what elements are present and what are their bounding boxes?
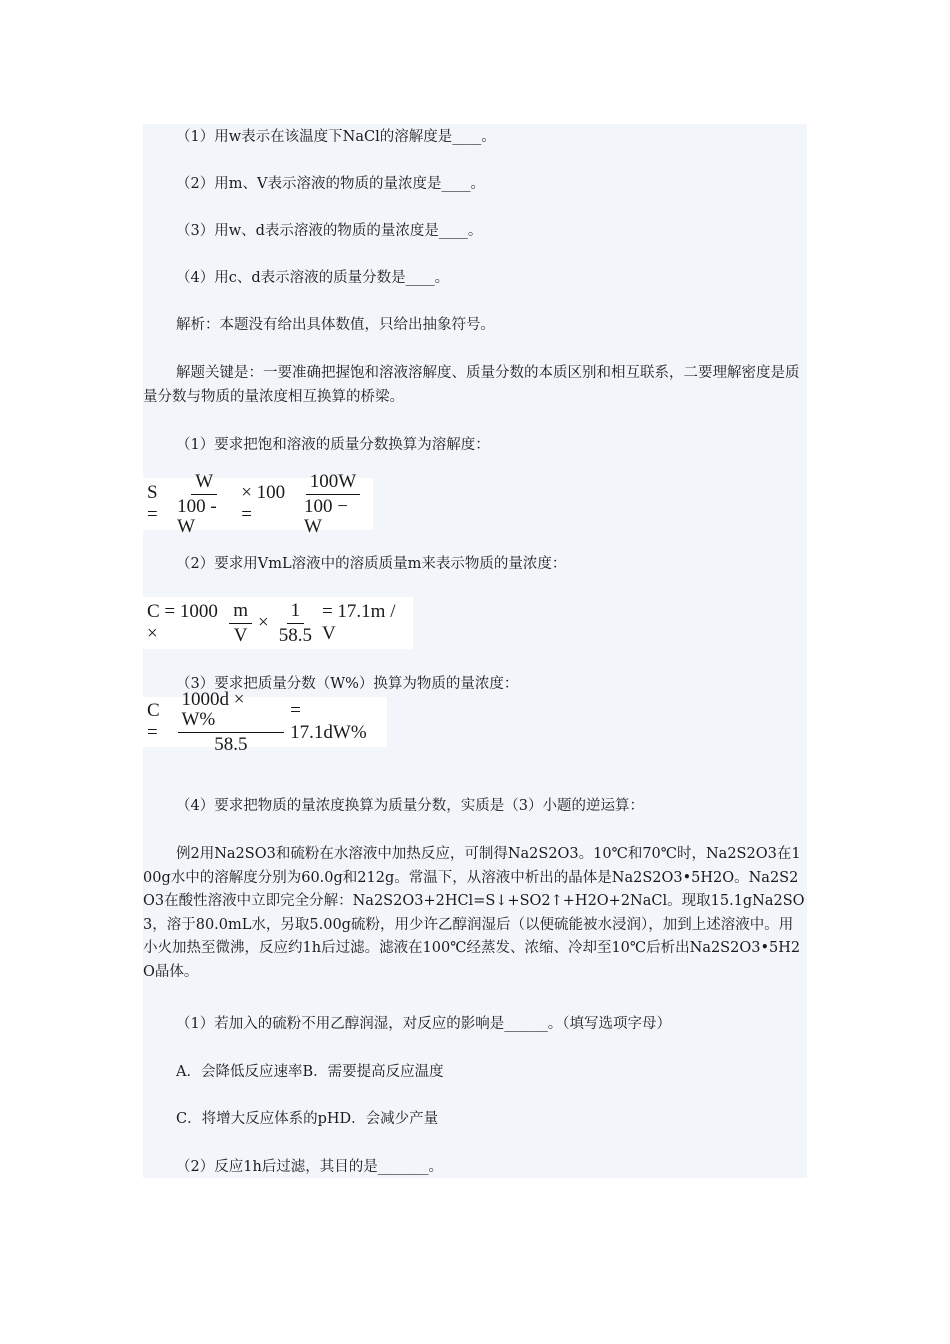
f2-den-2: 58.5 (278, 624, 312, 646)
step-1: （1）要求把饱和溶液的质量分数换算为溶解度： (176, 437, 490, 453)
f1-den-1: 100 - W (177, 495, 217, 537)
example-question-1: （1）若加入的硫粉不用乙醇润湿，对反应的影响是______。（填写选项字母） (176, 1016, 671, 1032)
f1-mid: × 100 = (241, 482, 286, 525)
key-paragraph: 解题关键是：一要准确把握饱和溶液溶解度、质量分数的本质区别和相互联系，二要理解密度是质量分数与物质的量浓度相互换算的桥梁。 (143, 365, 800, 405)
f1-lhs: S = (147, 482, 158, 525)
example-paragraph: 例2用Na2SO3和硫粉在水溶液中加热反应，可制得Na2S2O3。10℃和70℃时，Na2S2O3在100g水中的溶解度分别为60.0g和212g。常温下，从溶液中析出的晶体是Na2S2O3•5H2O。Na2S2O3在酸性溶液中立即完全分解：Na2S2O3+2HCl=S↓+SO2↑+H2O+2NaCl。现取15.1gNa2SO3，溶于80.0mL水，另取5.00g硫粉，用少许乙醇润湿后（以便硫能被水浸润），加到上述溶液中。用小火加热至微沸，反应约1h后过滤。滤液在100℃经蒸发、浓缩、冷却至10℃后析出Na2S2O3•5H2O晶体。 (143, 846, 805, 980)
step-3: （3）要求把质量分数（W%）换算为物质的量浓度： (176, 676, 519, 692)
f2-num-1: m (229, 601, 252, 624)
f3-lhs: C = (147, 700, 160, 743)
formula-solubility (143, 470, 373, 537)
step-2: （2）要求用VmL溶液中的溶质质量m来表示物质的量浓度： (176, 556, 567, 572)
f2-fraction-1 (229, 601, 252, 646)
f2-rhs: = 17.1m / V (321, 601, 396, 644)
analysis-line: 解析：本题没有给出具体数值，只给出抽象符号。 (176, 317, 495, 333)
f3-den: 58.5 (214, 733, 248, 755)
f2-mid: × (257, 612, 269, 633)
f1-fraction-1 (173, 472, 235, 537)
question-3: （3）用w、d表示溶液的物质的量浓度是____。 (176, 223, 483, 239)
step-4: （4）要求把物质的量浓度换算为质量分数，实质是（3）小题的逆运算： (176, 798, 644, 814)
question-2: （2）用m、V表示溶液的物质的量浓度是____。 (176, 176, 485, 192)
f1-den-2: 100 − W (304, 495, 348, 537)
f3-rhs: = 17.1dW% (290, 700, 367, 743)
question-1: （1）用w表示在该温度下NaCl的溶解度是____。 (176, 129, 496, 145)
options-c-d: C．将增大反应体系的pHD．会减少产量 (176, 1111, 439, 1127)
f2-lhs: C = 1000 × (147, 601, 218, 644)
f2-fraction-2 (275, 601, 316, 646)
question-4: （4）用c、d表示溶液的质量分数是____。 (176, 270, 450, 286)
formula-molarity (143, 597, 413, 649)
f1-num-2: 100W (306, 472, 360, 495)
f3-num: 1000d × W% (178, 690, 285, 733)
f2-den-1: V (233, 624, 248, 646)
f3-fraction (178, 690, 285, 755)
f2-num-2: 1 (287, 601, 305, 624)
options-a-b: A．会降低反应速率B．需要提高反应温度 (176, 1064, 444, 1080)
f1-fraction-2 (300, 472, 366, 537)
f1-num-1: W (191, 472, 217, 495)
formula-conversion (143, 688, 387, 755)
example-question-2: （2）反应1h后过滤，其目的是_______。 (176, 1159, 444, 1175)
